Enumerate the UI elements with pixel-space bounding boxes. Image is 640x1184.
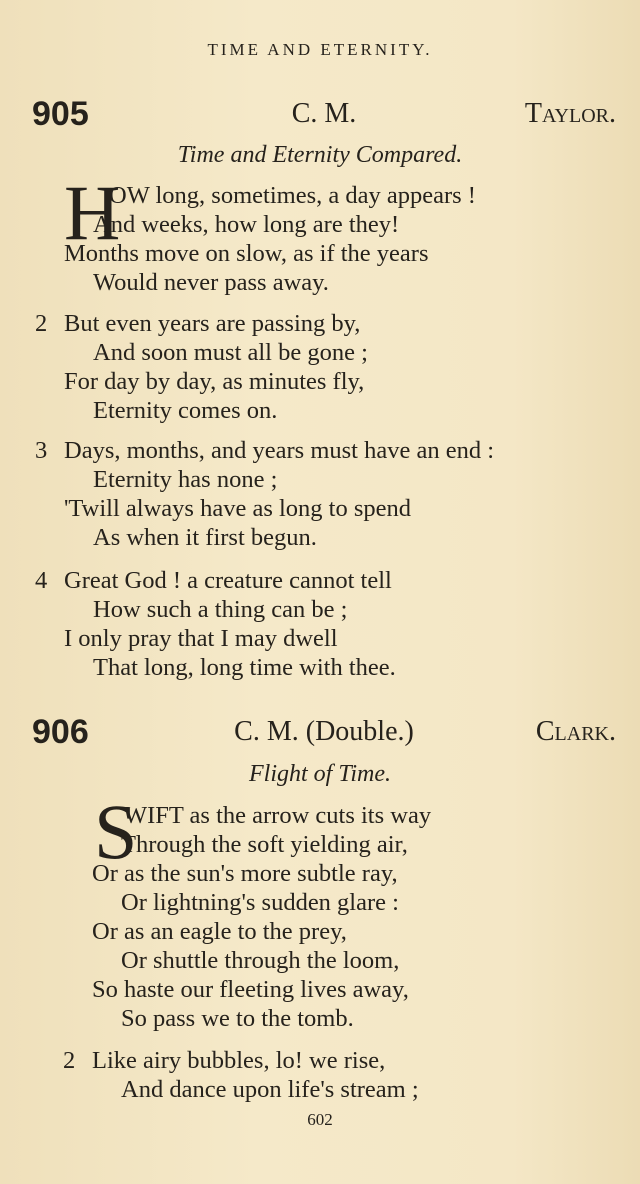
verse-line: And soon must all be gone ; [93, 339, 368, 366]
drop-cap: S [94, 788, 138, 875]
hymn-composer: Clark. [535, 716, 616, 747]
hymn-905-stanza-1 [64, 169, 476, 297]
hymn-meter: C. M. [291, 98, 357, 129]
stanza-number: 4 [35, 567, 48, 594]
verse-line: Or lightning's sudden glare : [121, 889, 399, 916]
verse-line: I only pray that I may dwell [64, 625, 338, 652]
verse-line: But even years are passing by, [64, 310, 361, 337]
hymn-meter: C. M. (Double.) [234, 716, 414, 747]
stanza-number: 2 [63, 1047, 76, 1074]
verse-line: OW long, sometimes, a day appears ! [109, 182, 476, 209]
verse-line: Eternity comes on. [93, 397, 278, 424]
verse-line: WIFT as the arrow cuts its way [124, 802, 432, 829]
verse-line: And dance upon life's stream ; [121, 1076, 419, 1103]
stanza-line [35, 309, 368, 338]
verse-line: Great God ! a creature cannot tell [64, 567, 392, 594]
running-head: TIME AND ETERNITY. [207, 40, 433, 59]
hymn-905-stanza-4 [35, 566, 396, 682]
stanza-line [35, 436, 495, 465]
verse-line: So haste our fleeting lives away, [92, 976, 409, 1003]
hymn-905-stanza-2 [35, 309, 368, 425]
verse-line: And weeks, how long are they! [93, 211, 400, 238]
hymn-905-stanza-3 [35, 436, 495, 552]
hymn-number: 906 [32, 713, 89, 751]
verse-line: Or shuttle through the loom, [121, 947, 400, 974]
hymn-number: 905 [32, 95, 89, 133]
verse-line: So pass we to the tomb. [121, 1005, 354, 1032]
verse-line: 'Twill always have as long to spend [64, 495, 411, 522]
stanza-number: 2 [35, 310, 48, 337]
hymn-905-title: Time and Eternity Compared. [177, 142, 463, 168]
verse-line: Through the soft yielding air, [121, 831, 408, 858]
hymn-906-header [32, 712, 616, 752]
verse-line: As when it first begun. [93, 524, 317, 551]
drop-cap: H [64, 169, 121, 256]
verse-line: Would never pass away. [93, 269, 329, 296]
verse-line: Like airy bubbles, lo! we rise, [92, 1047, 386, 1074]
stanza-number: 3 [35, 437, 48, 464]
verse-line: How such a thing can be ; [93, 596, 348, 623]
verse-line: Days, months, and years must have an end : [64, 437, 495, 464]
verse-line: That long, long time with thee. [93, 654, 396, 681]
stanza-line [63, 1046, 419, 1075]
page-number: 602 [307, 1110, 333, 1129]
hymn-906-title: Flight of Time. [248, 761, 391, 787]
hymn-906-stanza-2 [63, 1046, 419, 1104]
hymn-composer: Taylor. [524, 98, 616, 129]
verse-line: Or as an eagle to the prey, [92, 918, 347, 945]
verse-line: For day by day, as minutes fly, [64, 368, 365, 395]
hymn-905-header [32, 94, 616, 134]
verse-line: Or as the sun's more subtle ray, [92, 860, 398, 887]
stanza-line [35, 566, 396, 595]
verse-line: Months move on slow, as if the years [64, 240, 429, 267]
verse-line: Eternity has none ; [93, 466, 278, 493]
hymn-906-stanza-1 [92, 788, 432, 1033]
